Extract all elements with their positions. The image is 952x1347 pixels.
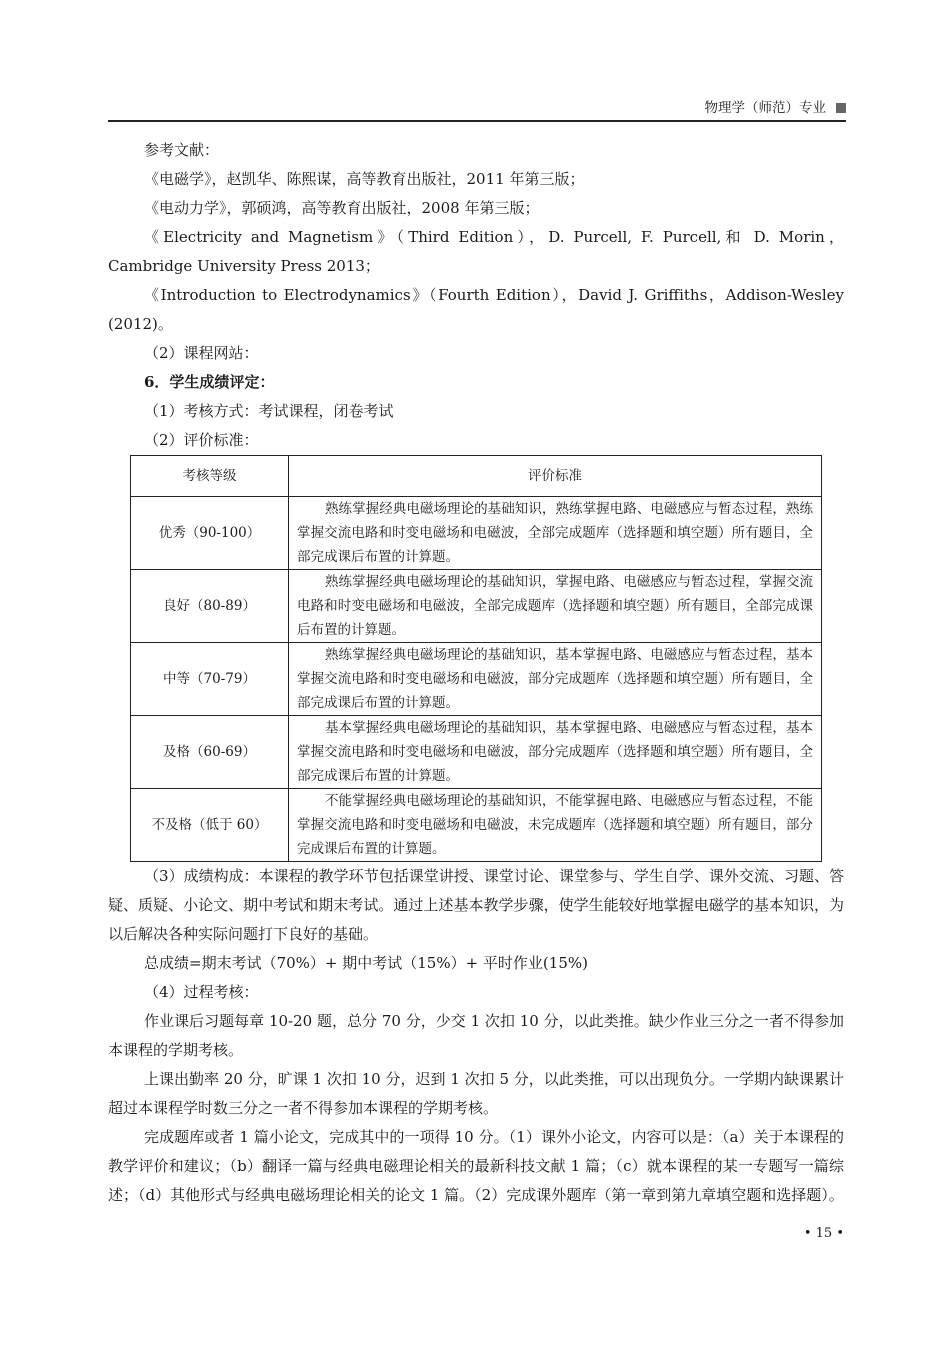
grade-level: 优秀（90-100） <box>131 497 289 570</box>
column-header: 考核等级 <box>131 456 289 497</box>
grade-level: 良好（80-89） <box>131 570 289 643</box>
grading-table <box>130 455 822 862</box>
reference-item: 《Electricity and Magnetism》（Third Edition），D. Purcell, F. Purcell,和 D. Morin，Cambridge University Press 2013； <box>108 228 844 275</box>
table-row <box>131 570 822 643</box>
grade-criteria: 基本掌握经典电磁场理论的基础知识，基本掌握电路、电磁感应与暂态过程，基本掌握交流电路和时变电磁场和电磁波，部分完成题库（选择题和填空题）所有题目，全部完成课后布置的计算题。 <box>289 716 822 789</box>
header-square-icon <box>836 103 846 113</box>
grade-criteria: 熟练掌握经典电磁场理论的基础知识，熟练掌握电路、电磁感应与暂态过程，熟练掌握交流电路和时变电磁场和电磁波，全部完成题库（选择题和填空题）所有题目，全部完成课后布置的计算题。 <box>289 497 822 570</box>
process-paragraph: 作业课后习题每章 10-20 题，总分 70 分，少交 1 次扣 10 分，以此类推。缺少作业三分之一者不得参加本课程的学期考核。 <box>108 1012 844 1059</box>
reference-item: 《Introduction to Electrodynamics》（Fourth Edition），David J. Griffiths，Addison-Wesley (2012)。 <box>108 286 844 333</box>
grade-criteria: 熟练掌握经典电磁场理论的基础知识，基本掌握电路、电磁感应与暂态过程，基本掌握交流电路和时变电磁场和电磁波，部分完成题库（选择题和填空题）所有题目，全部完成课后布置的计算题。 <box>289 643 822 716</box>
page-number: • 15 • <box>803 1226 844 1241</box>
table-row <box>131 789 822 862</box>
grade-level: 不及格（低于 60） <box>131 789 289 862</box>
grade-level: 及格（60-69） <box>131 716 289 789</box>
column-header: 评价标准 <box>289 456 822 497</box>
process-paragraph: 完成题库或者 1 篇小论文，完成其中的一项得 10 分。（1）课外小论文，内容可以是：（a）关于本课程的教学评价和建议；（b）翻译一篇与经典电磁理论相关的最新科技文献 1 篇；（c）就本课程的某一专题写一篇综述；（d）其他形式与经典电磁场理论相关的论文 1 篇。（2）完成课外题库（第一章到第九章填空题和选择题）。 <box>108 1128 844 1204</box>
process-assessment-label: （4）过程考核： <box>144 983 259 1001</box>
criteria-label: （2）评价标准： <box>144 431 259 449</box>
course-website-label: （2）课程网站： <box>144 344 259 362</box>
assessment-method: （1）考核方式：考试课程，闭卷考试 <box>144 402 394 420</box>
grade-composition: （3）成绩构成：本课程的教学环节包括课堂讲授、课堂讨论、课堂参与、学生自学、课外交流、习题、答疑、质疑、小论文、期中考试和期末考试。通过上述基本教学步骤，使学生能较好地掌握电磁学的基本知识，为以后解决各种实际问题打下良好的基础。 <box>108 867 844 943</box>
section-heading: 6．学生成绩评定： <box>144 373 275 391</box>
table-row <box>131 643 822 716</box>
grade-criteria: 不能掌握经典电磁场理论的基础知识，不能掌握电路、电磁感应与暂态过程，不能掌握交流电路和时变电磁场和电磁波，未完成题库（选择题和填空题）所有题目，部分完成课后布置的计算题。 <box>289 789 822 862</box>
total-grade-formula: 总成绩=期末考试（70%）+ 期中考试（15%）+ 平时作业(15%) <box>144 954 588 972</box>
grade-criteria: 熟练掌握经典电磁场理论的基础知识，掌握电路、电磁感应与暂态过程，掌握交流电路和时变电磁场和电磁波，全部完成题库（选择题和填空题）所有题目，全部完成课后布置的计算题。 <box>289 570 822 643</box>
header-title: 物理学（师范）专业 <box>704 100 826 116</box>
reference-item: 《电磁学》，赵凯华、陈熙谋，高等教育出版社，2011 年第三版； <box>144 170 585 188</box>
table-row <box>131 497 822 570</box>
process-paragraph: 上课出勤率 20 分，旷课 1 次扣 10 分，迟到 1 次扣 5 分，以此类推，可以出现负分。一学期内缺课累计超过本课程学时数三分之一者不得参加本课程的学期考核。 <box>108 1070 844 1117</box>
table-row <box>131 716 822 789</box>
grade-level: 中等（70-79） <box>131 643 289 716</box>
running-header <box>108 98 846 122</box>
reference-item: 《电动力学》，郭硕鸿，高等教育出版社，2008 年第三版； <box>144 199 540 217</box>
references-label: 参考文献： <box>144 141 220 159</box>
table-header-row <box>131 456 822 497</box>
page-content <box>108 136 844 1210</box>
